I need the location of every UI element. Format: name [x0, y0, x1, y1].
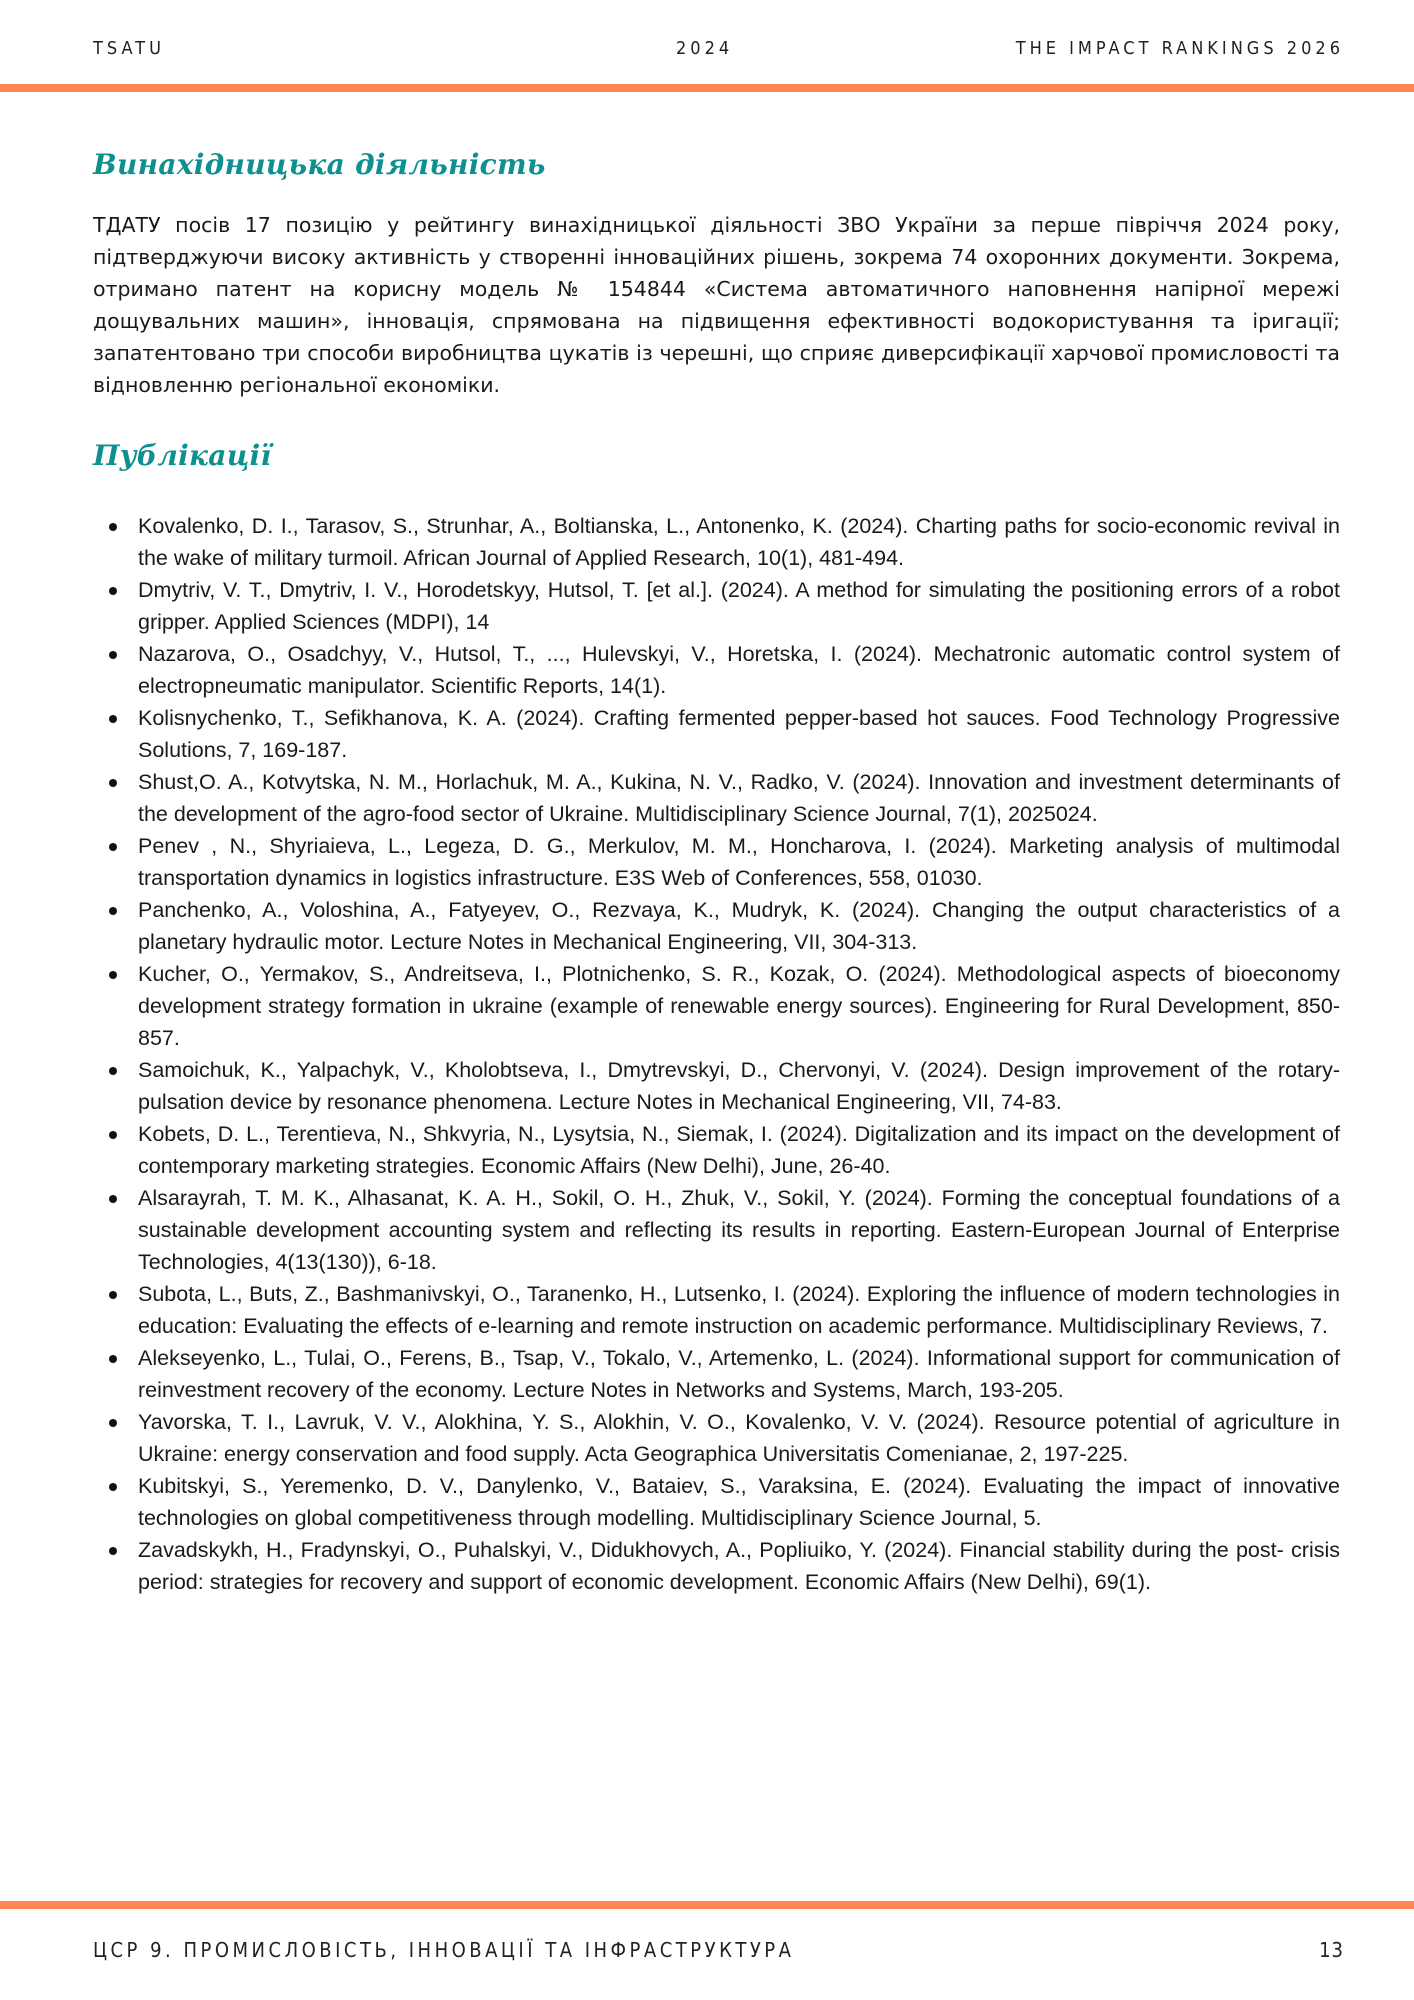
publication-citation: Yavorska, T. I., Lavruk, V. V., Alokhina, Y. S., Alokhin, V. O., Kovalenko, V. V. (2024). Resource potential of agriculture in Ukraine: energy conservation and food supply. Acta Geographica Universitatis Comenianae, 2, 197-225. [138, 1410, 1340, 1466]
publication-citation: Kobets, D. L., Terentieva, N., Shkvyria, N., Lysytsia, N., Siemak, I. (2024). Digitalization and its impact on the development of contemporary marketing strategies. Economic Affairs (New Delhi), June, 26-40. [138, 1122, 1340, 1178]
header-university: TSATU [93, 38, 165, 59]
publication-citation: Shust,O. A., Kotvytska, N. M., Horlachuk, M. A., Kukina, N. V., Radko, V. (2024). Innovation and investment determinants of the development of the agro-food sector of Ukraine. Multidisciplinary Science Journal, 7(1), 2025024. [138, 770, 1340, 826]
publication-item [138, 830, 1340, 894]
bullet-icon [109, 715, 117, 723]
publication-citation: Kubitskyi, S., Yeremenko, D. V., Danylenko, V., Bataiev, S., Varaksina, E. (2024). Evaluating the impact of innovative technologies on global competitiveness through modelling. Multidisciplinary Science Journal, 5. [138, 1474, 1340, 1530]
publication-citation: Penev , N., Shyriaieva, L., Legeza, D. G., Merkulov, M. M., Honcharova, I. (2024). Marketing analysis of multimodal transportation dynamics in logistics infrastructure. E3S Web of Conferences, 558, 01030. [138, 834, 1340, 890]
bullet-icon [109, 1067, 117, 1075]
header-divider [0, 84, 1414, 92]
publication-citation: Dmytriv, V. T., Dmytriv, I. V., Horodetskyy, Hutsol, T. [et al.]. (2024). A method for simulating the positioning errors of a robot gripper. Applied Sciences (MDPI), 14 [138, 578, 1340, 634]
publication-item [138, 702, 1340, 766]
page-content [93, 140, 1341, 1598]
publication-citation: Kucher, O., Yermakov, S., Andreitseva, I., Plotnichenko, S. R., Kozak, O. (2024). Methodological aspects of bioeconomy development strategy formation in ukraine (example of renewable energy sources). Engineering for Rural Development, 850-857. [138, 962, 1340, 1050]
publication-item [138, 1470, 1340, 1534]
publication-item [138, 958, 1340, 1054]
publication-item [138, 638, 1340, 702]
bullet-icon [109, 779, 117, 787]
publication-item [138, 1342, 1340, 1406]
bullet-icon [109, 971, 117, 979]
page-number: 13 [1319, 1938, 1344, 1962]
invention-section-title: Винахідницька діяльність [93, 148, 546, 181]
footer-section-title: ЦСР 9. ПРОМИСЛОВІСТЬ, ІННОВАЦІЇ ТА ІНФРАСТРУКТУРА [93, 1938, 795, 1962]
header-year: 2024 [676, 38, 734, 59]
bullet-icon [109, 651, 117, 659]
publication-item [138, 510, 1340, 574]
publication-citation: Panchenko, A., Voloshina, A., Fatyeyev, O., Rezvaya, K., Mudryk, K. (2024). Changing the output characteristics of a planetary hydraulic motor. Lecture Notes in Mechanical Engineering, VII, 304-313. [138, 898, 1340, 954]
publication-item [138, 1278, 1340, 1342]
publication-citation: Kovalenko, D. I., Tarasov, S., Strunhar, A., Boltianska, L., Antonenko, K. (2024). Charting paths for socio-economic revival in the wake of military turmoil. African Journal of Applied Research, 10(1), 481-494. [138, 514, 1340, 570]
publication-citation: Zavadskykh, H., Fradynskyi, O., Puhalskyi, V., Didukhovych, A., Popliuiko, Y. (2024). Financial stability during the post- crisis period: strategies for recovery and support of economic development. Economic Affairs (New Delhi), 69(1). [138, 1538, 1340, 1594]
publication-item [138, 1406, 1340, 1470]
bullet-icon [109, 523, 117, 531]
footer-divider [0, 1901, 1414, 1909]
publication-item [138, 1534, 1340, 1598]
publication-item [138, 574, 1340, 638]
page-header [0, 0, 1414, 86]
invention-paragraph: ТДАТУ посів 17 позицію у рейтингу винахідницької діяльності ЗВО України за перше півріччя 2024 року, підтверджуючи високу активність у створенні інноваційних рішень, зокрема 74 охоронних документи. Зокрема, отримано патент на корисну модель № 154844 «Система автоматичного наповнення напірної мережі дощувальних машин», інновація, спрямована на підвищення ефективності водокористування та іригації; запатентовано три способи виробництва цукатів із черешні, що сприяє диверсифікації харчової промисловості та відновленню регіональної економіки. [93, 213, 1340, 397]
publication-citation: Nazarova, O., Osadchyy, V., Hutsol, T., ..., Hulevskyi, V., Horetska, I. (2024). Mechatronic automatic control system of electropneumatic manipulator. Scientific Reports, 14(1). [138, 642, 1340, 698]
publications-list [93, 510, 1340, 1598]
publication-citation: Samoichuk, K., Yalpachyk, V., Kholobtseva, I., Dmytrevskyi, D., Chervonyi, V. (2024). Design improvement of the rotary- pulsation device by resonance phenomena. Lecture Notes in Mechanical Engineering, VII, 74-83. [138, 1058, 1340, 1114]
bullet-icon [109, 907, 117, 915]
bullet-icon [109, 1419, 117, 1427]
publication-citation: Subota, L., Buts, Z., Bashmanivskyi, O., Taranenko, H., Lutsenko, I. (2024). Exploring the influence of modern technologies in education: Evaluating the effects of e-learning and remote instruction on academic performance. Multidisciplinary Reviews, 7. [138, 1282, 1340, 1338]
bullet-icon [109, 1195, 117, 1203]
publication-citation: Alekseyenko, L., Tulai, O., Ferens, B., Tsap, V., Tokalo, V., Artemenko, L. (2024). Informational support for communication of reinvestment recovery of the economy. Lecture Notes in Networks and Systems, March, 193-205. [138, 1346, 1340, 1402]
bullet-icon [109, 1483, 117, 1491]
bullet-icon [109, 1355, 117, 1363]
bullet-icon [109, 1291, 117, 1299]
bullet-icon [109, 587, 117, 595]
bullet-icon [109, 843, 117, 851]
header-report-title: THE IMPACT RANKINGS 2026 [1015, 38, 1344, 59]
publication-item [138, 1118, 1340, 1182]
publication-item [138, 894, 1340, 958]
publication-citation: Alsarayrah, T. M. K., Alhasanat, K. A. H., Sokil, O. H., Zhuk, V., Sokil, Y. (2024). Forming the conceptual foundations of a sustainable development accounting system and reflecting its results in reporting. Eastern-European Journal of Enterprise Technologies, 4(13(130)), 6-18. [138, 1186, 1340, 1274]
publication-item [138, 1182, 1340, 1278]
publication-citation: Kolisnychenko, T., Sefikhanova, K. A. (2024). Crafting fermented pepper-based hot sauces. Food Technology Progressive Solutions, 7, 169-187. [138, 706, 1340, 762]
bullet-icon [109, 1547, 117, 1555]
publication-item [138, 1054, 1340, 1118]
publications-section-title: Публікації [93, 439, 272, 472]
publication-item [138, 766, 1340, 830]
bullet-icon [109, 1131, 117, 1139]
